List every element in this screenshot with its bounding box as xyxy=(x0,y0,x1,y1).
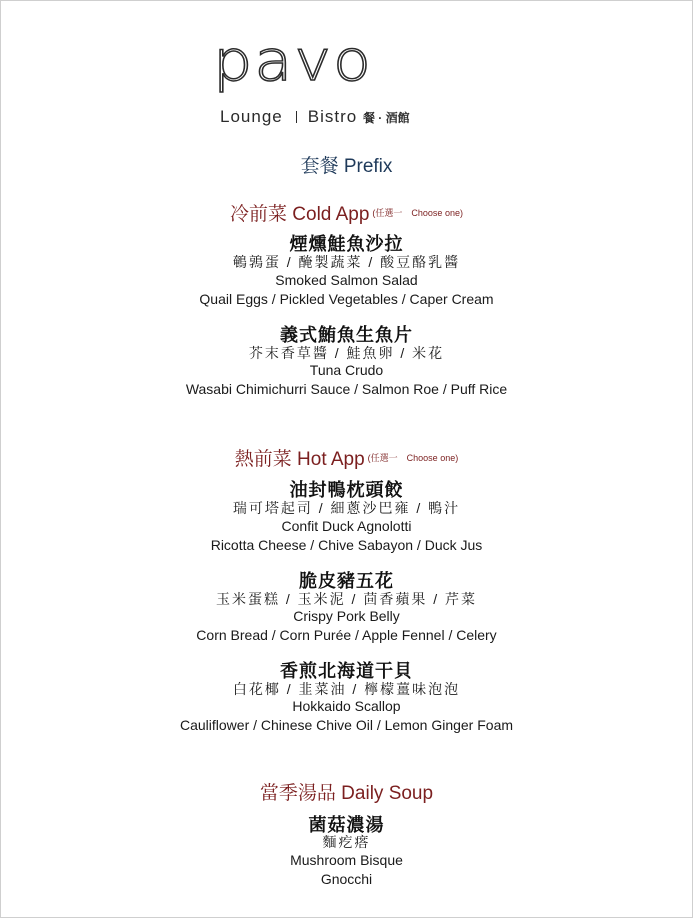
dish-name-zh: 義式鮪魚生魚片 xyxy=(280,325,413,345)
section-title-cold-app: 冷前菜 Cold App $^{(任選一 Choose one)}$ xyxy=(230,204,463,225)
dish-name-zh: 脆皮豬五花 xyxy=(299,571,394,591)
dish-detail-en: Ricotta Cheese / Chive Sabayon / Duck Jus xyxy=(210,537,483,553)
dish-name-en: Crispy Pork Belly xyxy=(293,608,400,624)
pavo-logo xyxy=(213,27,453,129)
dish-name-en: Mushroom Bisque xyxy=(290,852,403,868)
dish-detail-zh: 白花椰 / 韭菜油 / 檸檬薑味泡泡 xyxy=(232,681,461,697)
section-title-daily-soup: 當季湯品 Daily Soup xyxy=(259,783,434,804)
dish-name-en: Confit Duck Agnolotti xyxy=(281,518,412,534)
dish-name-en: Smoked Salmon Salad xyxy=(275,272,418,288)
dish-name-zh: 香煎北海道干貝 xyxy=(280,661,413,681)
choose-one-note: (任選一 Choose one) xyxy=(372,208,463,218)
dish-name-en: Hokkaido Scallop xyxy=(292,698,401,714)
dish-name-en: Tuna Crudo xyxy=(309,362,384,378)
dish-detail-zh: 玉米蛋糕 / 玉米泥 / 茴香蘋果 / 芹菜 xyxy=(215,591,477,607)
logo-wordmark: pavo xyxy=(213,27,373,94)
dish-detail-zh: 鵪鶉蛋 / 醃製蔬菜 / 酸豆酪乳醬 xyxy=(232,254,461,270)
dish-detail-en: Corn Bread / Corn Purée / Apple Fennel / Celery xyxy=(196,627,497,643)
dish-detail-en: Quail Eggs / Pickled Vegetables / Caper Cream xyxy=(199,291,494,307)
section-title-hot-app: 熱前菜 Hot App $^{(任選一 Choose one)}$ xyxy=(234,449,459,470)
dish-detail-zh: 瑞可塔起司 / 細蔥沙巴雍 / 鴨汁 xyxy=(232,500,461,516)
logo-zh: 餐 · 酒館 xyxy=(362,111,410,125)
logo-lounge: Lounge xyxy=(220,107,283,126)
logo-subtitle xyxy=(220,107,410,127)
dish-name-zh: 油封鴨枕頭餃 xyxy=(289,480,404,500)
dish-name-zh: 煙燻鮭魚沙拉 xyxy=(289,234,404,254)
choose-one-note: (任選一 Choose one) xyxy=(367,453,459,463)
prefix-title: 套餐 Prefix xyxy=(300,156,393,177)
dish-detail-en: Cauliflower / Chinese Chive Oil / Lemon Ginger Foam xyxy=(179,717,514,733)
logo-bistro: Bistro xyxy=(307,107,358,126)
logo-divider xyxy=(296,111,297,123)
dish-detail-en: Gnocchi xyxy=(320,871,373,887)
dish-detail-zh: 麵疙瘩 xyxy=(322,834,371,850)
dish-detail-zh: 芥末香草醬 / 鮭魚卵 / 米花 xyxy=(248,345,445,361)
dish-detail-en: Wasabi Chimichurri Sauce / Salmon Roe / Puff Rice xyxy=(185,381,508,397)
dish-name-zh: 菌菇濃湯 xyxy=(308,815,385,835)
